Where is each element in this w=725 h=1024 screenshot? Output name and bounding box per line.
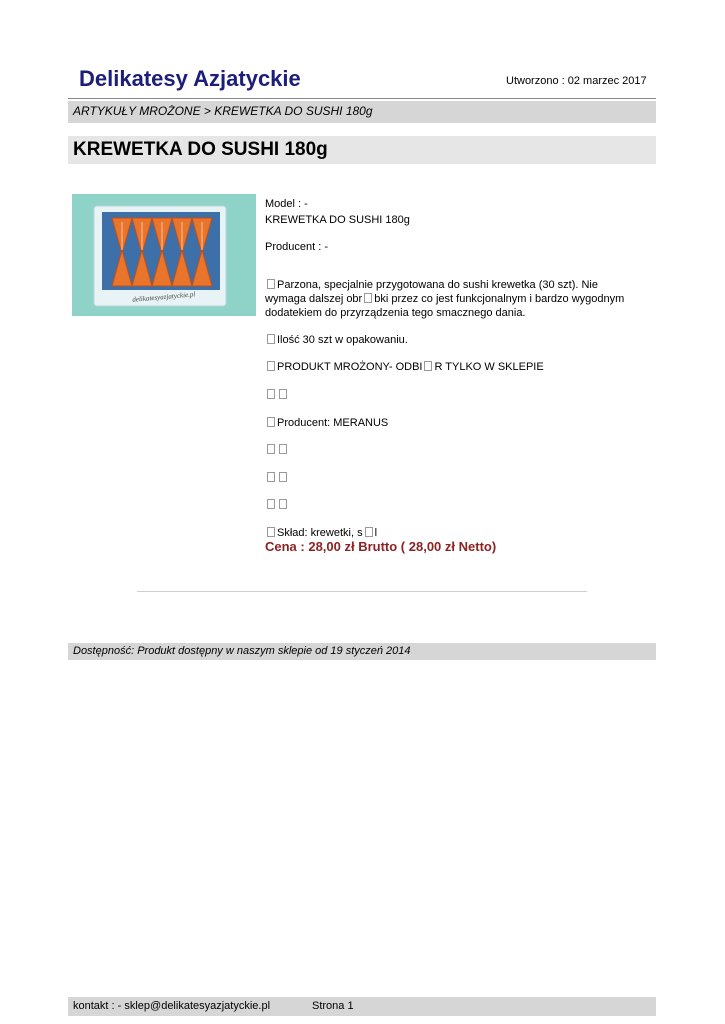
missing-glyph-icon xyxy=(424,361,432,371)
description-paragraph-6 xyxy=(265,443,635,457)
created-date: Utworzono : 02 marzec 2017 xyxy=(506,75,647,87)
missing-glyph-icon xyxy=(267,417,275,427)
description-paragraph-1: Parzona, specjalnie przygotowana do sushi krewetka (30 szt). Nie wymaga dalszej obr bki przez co jest funkcjonalnym i bardzo wygodnym dodatekiem do przyrządzenia tego smacznego dania. xyxy=(265,279,625,319)
shop-name: Delikatesy Azjatyckie xyxy=(79,66,301,91)
product-producer: Producent : - xyxy=(265,241,328,253)
header-divider xyxy=(68,98,656,99)
missing-glyph-icon xyxy=(267,472,275,482)
missing-glyph-icon xyxy=(267,527,275,537)
description-paragraph-2: Ilość 30 szt w opakowaniu. xyxy=(265,333,635,347)
missing-glyph-icon xyxy=(267,361,275,371)
image-watermark: delikatesyazjatyckie.pl xyxy=(132,290,196,304)
missing-glyph-icon xyxy=(267,279,275,289)
footer-page-number: Strona 1 xyxy=(312,1000,354,1012)
missing-glyph-icon xyxy=(267,444,275,454)
description-paragraph-5: Producent: MERANUS xyxy=(265,416,635,430)
missing-glyph-icon xyxy=(364,293,372,303)
description-paragraph-4 xyxy=(265,388,635,402)
content-divider xyxy=(137,591,587,592)
product-price: Cena : 28,00 zł Brutto ( 28,00 zł Netto) xyxy=(265,539,497,554)
product-model: Model : - xyxy=(265,198,308,210)
product-title: KREWETKA DO SUSHI 180g xyxy=(73,139,328,160)
breadcrumb: ARTYKUŁY MROŻONE > KREWETKA DO SUSHI 180g xyxy=(73,104,373,118)
missing-glyph-icon xyxy=(267,334,275,344)
description-paragraph-9: Skład: krewetki, s l xyxy=(265,526,635,540)
missing-glyph-icon xyxy=(267,389,275,399)
description-paragraph-8 xyxy=(265,498,635,512)
missing-glyph-icon xyxy=(267,499,275,509)
missing-glyph-icon xyxy=(279,499,287,509)
product-model-name: KREWETKA DO SUSHI 180g xyxy=(265,214,410,226)
availability-text: Dostępność: Produkt dostępny w naszym sklepie od 19 styczeń 2014 xyxy=(73,645,411,657)
missing-glyph-icon xyxy=(279,389,287,399)
missing-glyph-icon xyxy=(279,444,287,454)
description-paragraph-3: PRODUKT MROŻONY- ODBI R TYLKO W SKLEPIE xyxy=(265,360,635,374)
description-paragraph-7 xyxy=(265,471,635,485)
product-image xyxy=(72,194,256,316)
footer-contact: kontakt : - sklep@delikatesyazjatyckie.pl xyxy=(73,1000,271,1012)
missing-glyph-icon xyxy=(279,472,287,482)
missing-glyph-icon xyxy=(365,527,373,537)
